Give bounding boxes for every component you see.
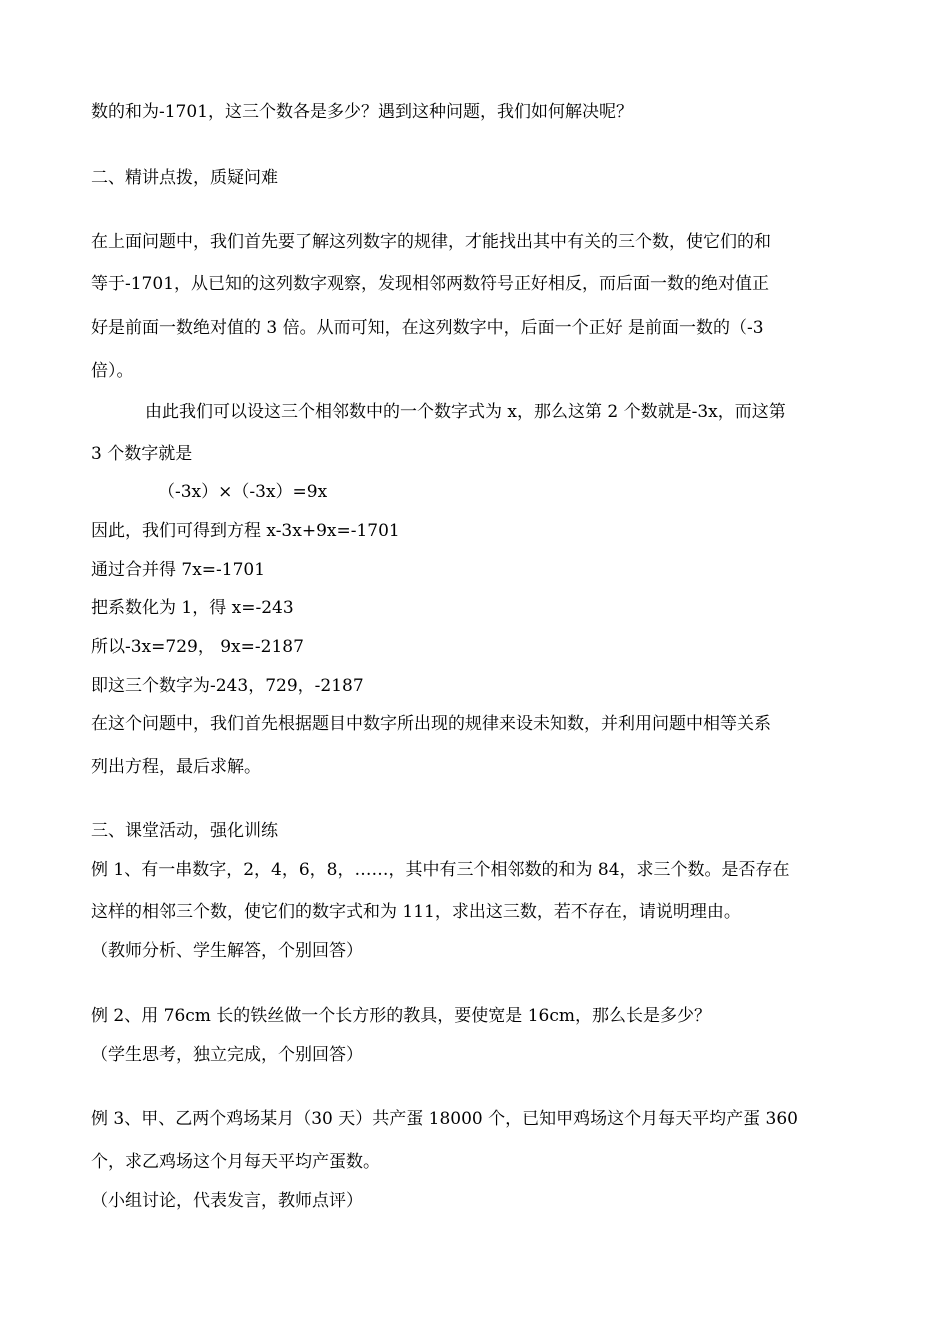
example-3-note: （小组讨论，代表发言，教师点评）: [91, 1191, 363, 1211]
example-1-note: （教师分析、学生解答，个别回答）: [91, 941, 363, 961]
paragraph-line: 由此我们可以设这三个相邻数中的一个数字式为 x，那么这第 2 个数就是-3x，而这第: [145, 402, 786, 422]
section-heading-2: 二、精讲点拨，质疑问难: [91, 168, 278, 188]
equation-line: 因此，我们可得到方程 x-3x+9x=-1701: [91, 521, 400, 541]
paragraph-line: 倍）。: [91, 361, 134, 381]
section-heading-3: 三、课堂活动，强化训练: [91, 821, 278, 841]
paragraph-line: 好是前面一数绝对值的 3 倍。从而可知，在这列数字中，后面一个正好 是前面一数的（-3: [91, 318, 764, 338]
problem-question-line: 数的和为-1701，这三个数各是多少？遇到这种问题，我们如何解决呢？: [91, 102, 634, 122]
example-3-line: 个，求乙鸡场这个月每天平均产蛋数。: [91, 1152, 380, 1172]
paragraph-line: 列出方程，最后求解。: [91, 757, 261, 777]
equation-line: （-3x）×（-3x）=9x: [158, 482, 328, 502]
paragraph-line: 3 个数字就是: [91, 444, 193, 464]
equation-line: 把系数化为 1，得 x=-243: [91, 598, 294, 618]
example-1-line: 例 1、有一串数字，2，4，6，8，……，其中有三个相邻数的和为 84，求三个数。是否存在: [91, 860, 790, 880]
example-1-line: 这样的相邻三个数，使它们的数字式和为 111，求出这三数，若不存在，请说明理由。: [91, 902, 741, 922]
example-3-line: 例 3、甲、乙两个鸡场某月（30 天）共产蛋 18000 个，已知甲鸡场这个月每天平均产蛋 360: [91, 1109, 798, 1129]
paragraph-line: 等于-1701，从已知的这列数字观察，发现相邻两数符号正好相反，而后面一数的绝对值正: [91, 274, 770, 294]
equation-line: 通过合并得 7x=-1701: [91, 560, 266, 580]
equation-line: 所以-3x=729， 9x=-2187: [91, 637, 304, 657]
equation-line: 即这三个数字为-243，729，-2187: [91, 676, 364, 696]
example-2-line: 例 2、用 76cm 长的铁丝做一个长方形的教具，要使宽是 16cm，那么长是多少？: [91, 1006, 711, 1026]
paragraph-line: 在上面问题中，我们首先要了解这列数字的规律，才能找出其中有关的三个数，使它们的和: [91, 232, 771, 252]
example-2-note: （学生思考，独立完成，个别回答）: [91, 1045, 363, 1065]
paragraph-line: 在这个问题中，我们首先根据题目中数字所出现的规律来设未知数，并利用问题中相等关系: [91, 714, 771, 734]
